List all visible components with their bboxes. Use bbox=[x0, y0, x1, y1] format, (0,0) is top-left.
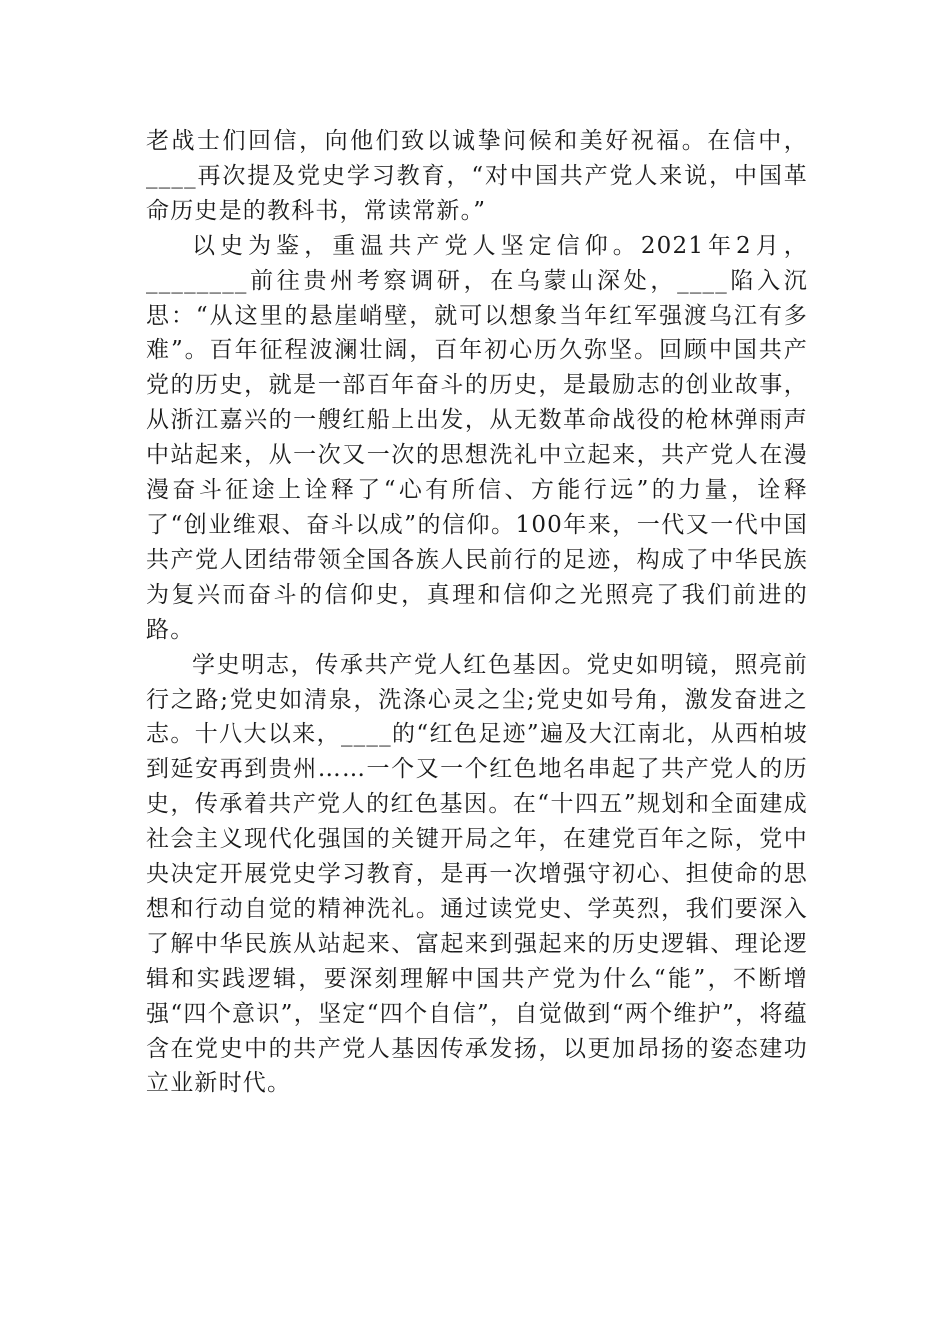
paragraph-red-genes: 学史明志，传承共产党人红色基因。党史如明镜，照亮前行之路;党史如清泉，洗涤心灵之尘;党史如号角，激发奋进之志。十八大以来，____的“红色足迹”遍及大江南北，从西柏坡到延安再到贵州……一个又一个红色地名串起了共产党人的历史，传承着共产党人的红色基因。在“十四五”规划和全面建成社会主义现代化强国的关键开局之年，在建党百年之际，党中央决定开展党史学习教育，是再一次增强守初心、担使命的思想和行动自觉的精神洗礼。通过读党史、学英烈，我们要深入了解中华民族从站起来、富起来到强起来的历史逻辑、理论逻辑和实践逻辑，要深刻理解中国共产党为什么“能”，不断增强“四个意识”，坚定“四个自信”，自觉做到“两个维护”，将蕴含在党史中的共产党人基因传承发扬，以更加昂扬的姿态建功立业新时代。 bbox=[146, 651, 808, 1097]
paragraph-history-as-mirror: 以史为鉴，重温共产党人坚定信仰。2021年2月，________前往贵州考察调研，在乌蒙山深处，____陷入沉思：“从这里的悬崖峭壁，就可以想象当年红军强渡乌江有多难”。百年征程波澜壮阔，百年初心历久弥坚。回顾中国共产党的历史，就是一部百年奋斗的历史，是最励志的创业故事，从浙江嘉兴的一艘红船上出发，从无数革命战役的枪林弹雨声中站起来，从一次又一次的思想洗礼中立起来，共产党人在漫漫奋斗征途上诠释了“心有所信、方能行远”的力量，诠释了“创业维艰、奋斗以成”的信仰。100年来，一代又一代中国共产党人团结带领全国各族人民前行的足迹，构成了中华民族为复兴而奋斗的信仰史，真理和信仰之光照亮了我们前进的路。 bbox=[146, 232, 808, 643]
paragraph-continuation: 老战士们回信，向他们致以诚挚问候和美好祝福。在信中，____再次提及党史学习教育，“对中国共产党人来说，中国革命历史是的教科书，常读常新。” bbox=[146, 128, 808, 224]
document-body bbox=[146, 124, 808, 1101]
